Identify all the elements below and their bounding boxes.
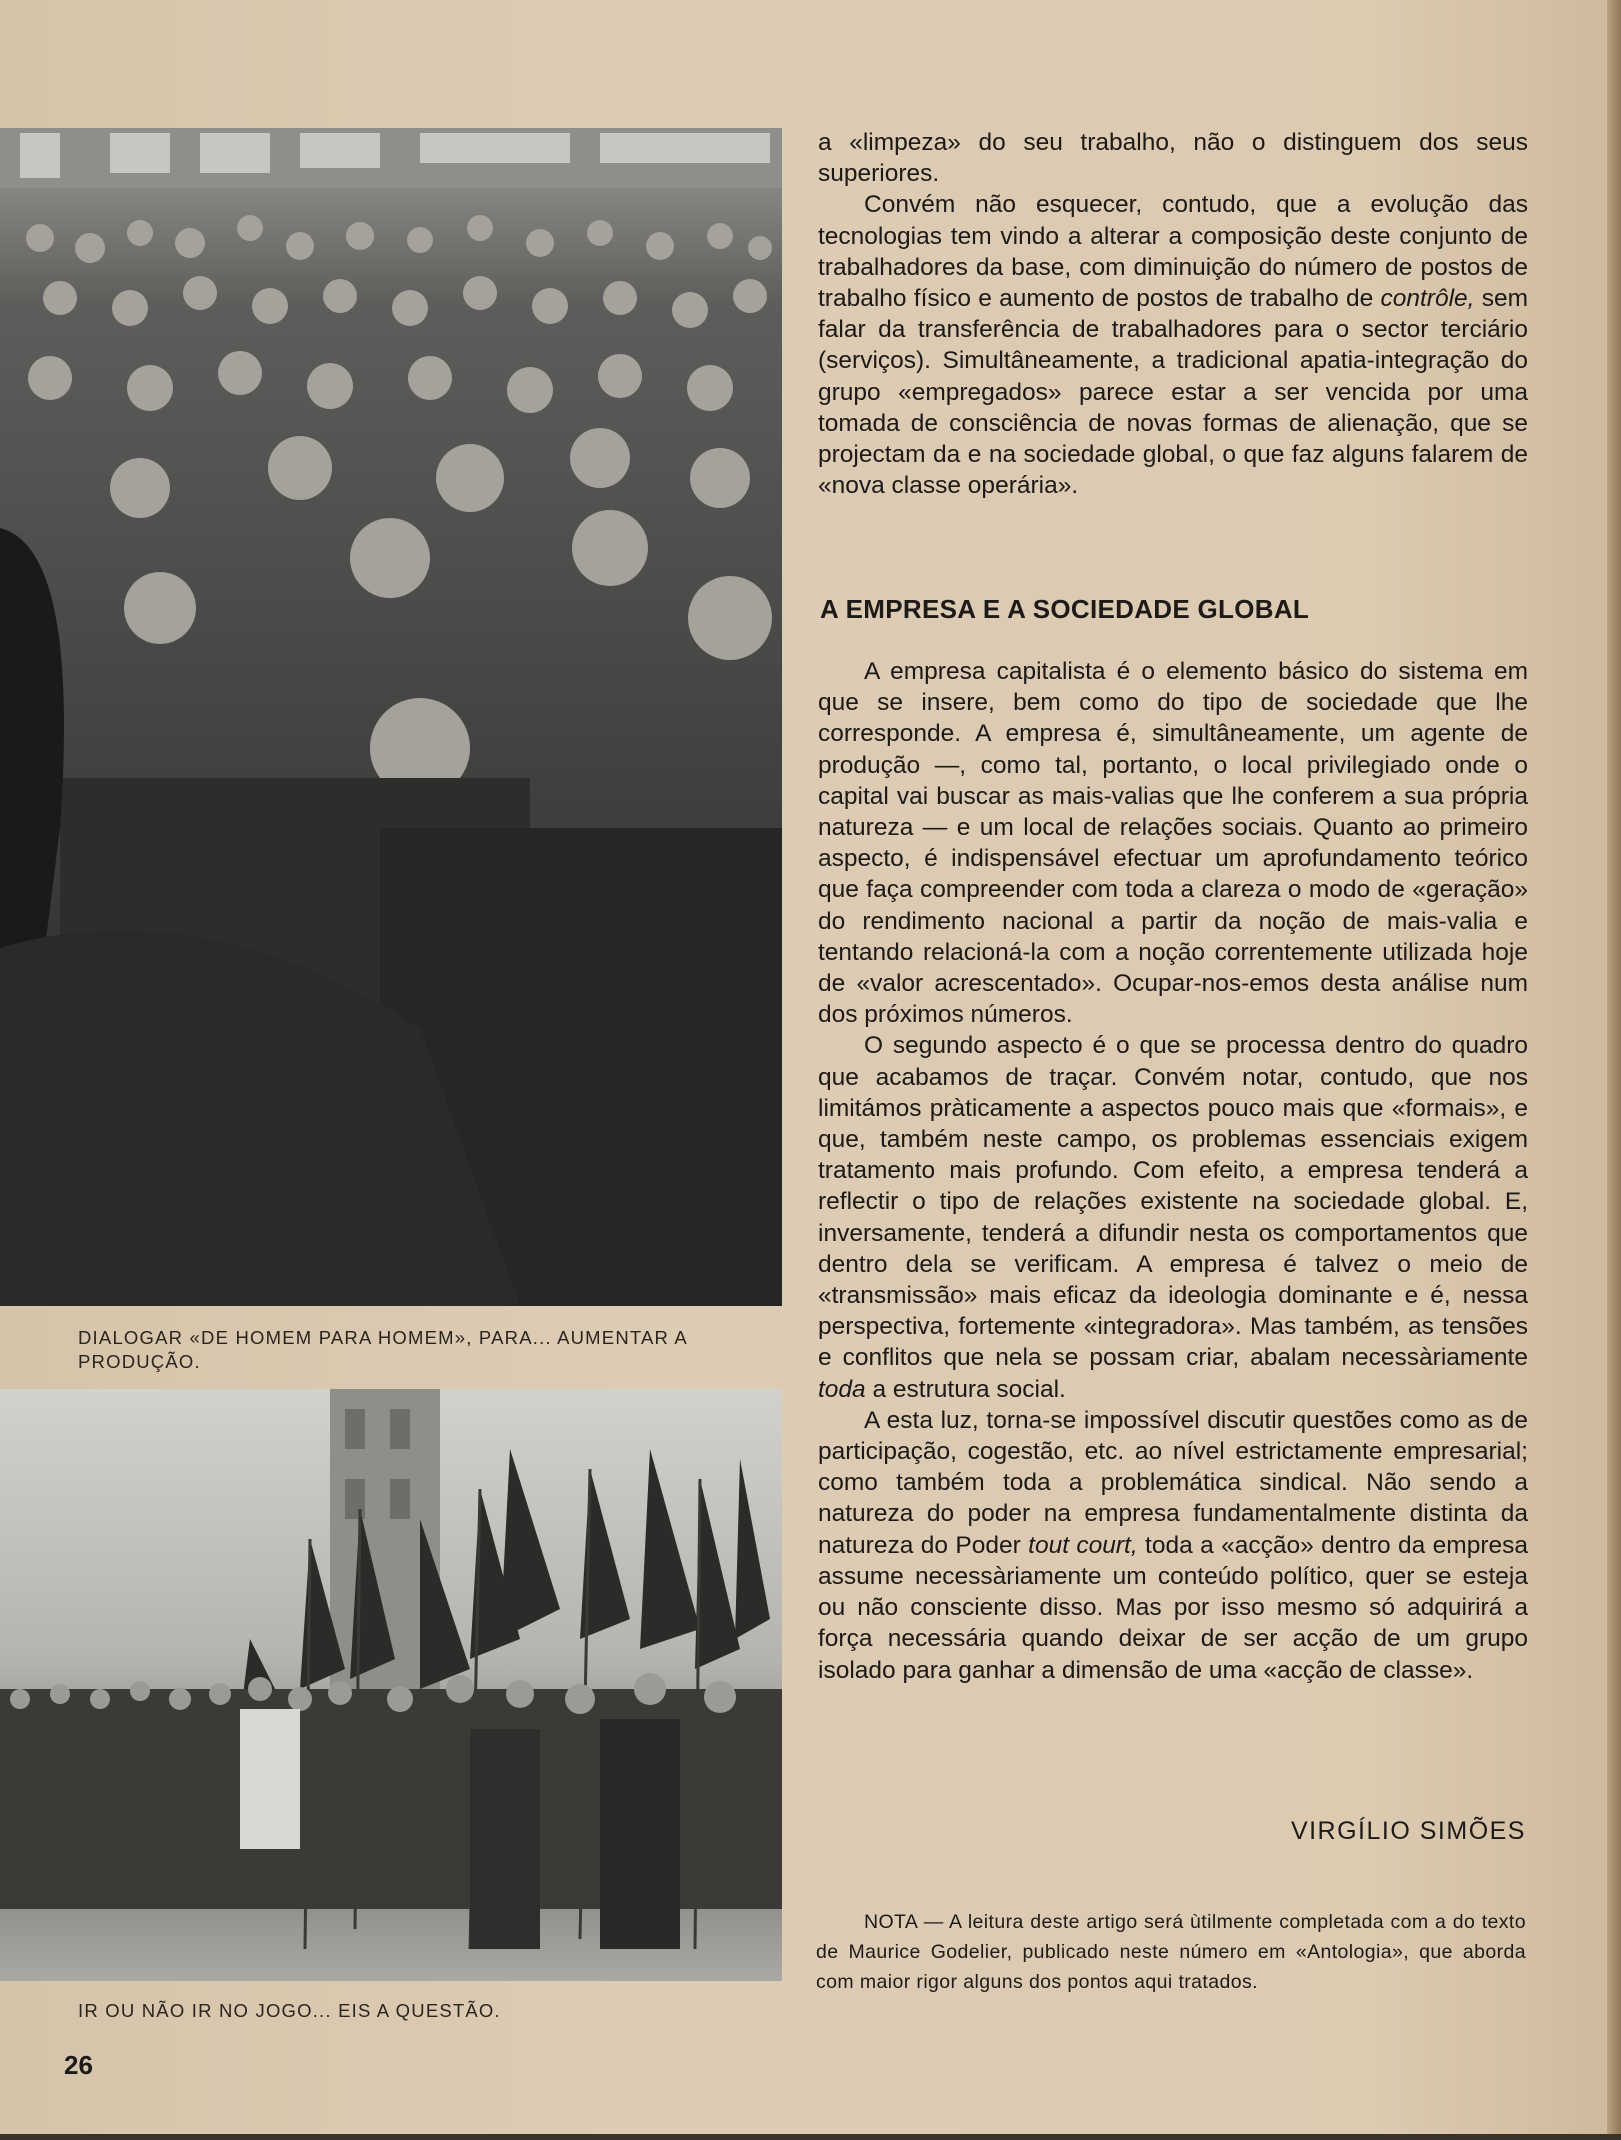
article-paragraph: O segundo aspecto é o que se processa dentro do quadro que acabamos de traçar. Convém notar, contudo, que nos limitámos pràticamente a aspectos pouco mais que «formais», e que, também neste campo, os problemas essenciais exigem tratamento mais profundo. Com efeito, a empresa tenderá a reflectir o tipo de relações existente na sociedade global. E, inversamente, tenderá a difundir nesta os comportamentos que dentro dela se verificam. A empresa é talvez o meio de «transmissão» mais eficaz da ideologia dominante e é, nessa perspectiva, fortemente «integradora». Mas também, as tensões e conflitos que nela se possam criar, abalam necessàriamente toda a estrutura social. [818,1032,1528,1403]
author-signature: VIRGÍLIO SIMÕES [1290,1817,1526,1845]
page-edge-bottom [0,2134,1621,2140]
article-column-main [818,656,1528,1686]
footnote-text: NOTA — A leitura deste artigo será ùtilmente completada com a do texto de Maurice Godelier, publicado neste número em «Antologia», que aborda com maior rigor alguns dos pontos aqui tratados. [816,1911,1526,1993]
photo-caption-bottom: IR OU NÃO IR NO JOGO... EIS A QUESTÃO. [78,2000,501,2021]
march-with-flags-photo [0,1389,782,1981]
article-column-top [818,127,1528,501]
section-heading: A EMPRESA E A SOCIEDADE GLOBAL [820,594,1310,624]
crowd-meeting-photo [0,128,782,1306]
page-number: 26 [64,2050,93,2080]
article-paragraph: A empresa capitalista é o elemento básico do sistema em que se insere, bem como do tipo de sociedade que lhe corresponde. A empresa é, simultâneamente, um agente de produção —, como tal, portanto, o local privilegiado onde o capital vai buscar as mais-valias que lhe conferem a sua própria natureza — e um local de relações sociais. Quanto ao primeiro aspecto, é indispensável efectuar um aprofundamento teórico que faça compreender com toda a clareza o modo de «geração» do rendimento nacional a partir da noção de mais-valia e tentando relacioná-la com a noção correntemente utilizada hoje de «valor acrescentado». Ocupar-nos-emos desta análise num dos próximos números. [818,658,1528,1029]
article-paragraph: a «limpeza» do seu trabalho, não o distinguem dos seus superiores. [818,129,1528,188]
article-paragraph: Convém não esquecer, contudo, que a evolução das tecnologias tem vindo a alterar a composição deste conjunto de trabalhadores da base, com diminuição do número de postos de trabalho físico e aumento de postos de trabalho de contrôle, sem falar da transferência de trabalhadores para o sector terciário (serviços). Simultâneamente, a tradicional apatia-integração do grupo «empregados» parece estar a ser vencida por uma tomada de consciência de novas formas de alienação, que se projectam da e na sociedade global, o que faz alguns falarem de «nova classe operária». [818,191,1528,500]
footnote [816,1907,1526,1997]
article-paragraph: A esta luz, torna-se impossível discutir questões como as de participação, cogestão, etc. ao nível estrictamente empresarial; como também toda a problemática sindical. Não sendo a natureza do poder na empresa fundamentalmente distinta da natureza do Poder tout court, toda a «acção» dentro da empresa assume necessàriamente um conteúdo político, quer se esteja ou não consciente disso. Mas por isso mesmo só adquirirá a força necessária quando deixar de ser acção de um grupo isolado para ganhar a dimensão de uma «acção de classe». [818,1406,1528,1684]
page-edge-right [1607,0,1621,2140]
photo-caption-top: DIALOGAR «DE HOMEM PARA HOMEM», PARA... AUMENTAR A PRODUÇÃO. [78,1327,687,1372]
